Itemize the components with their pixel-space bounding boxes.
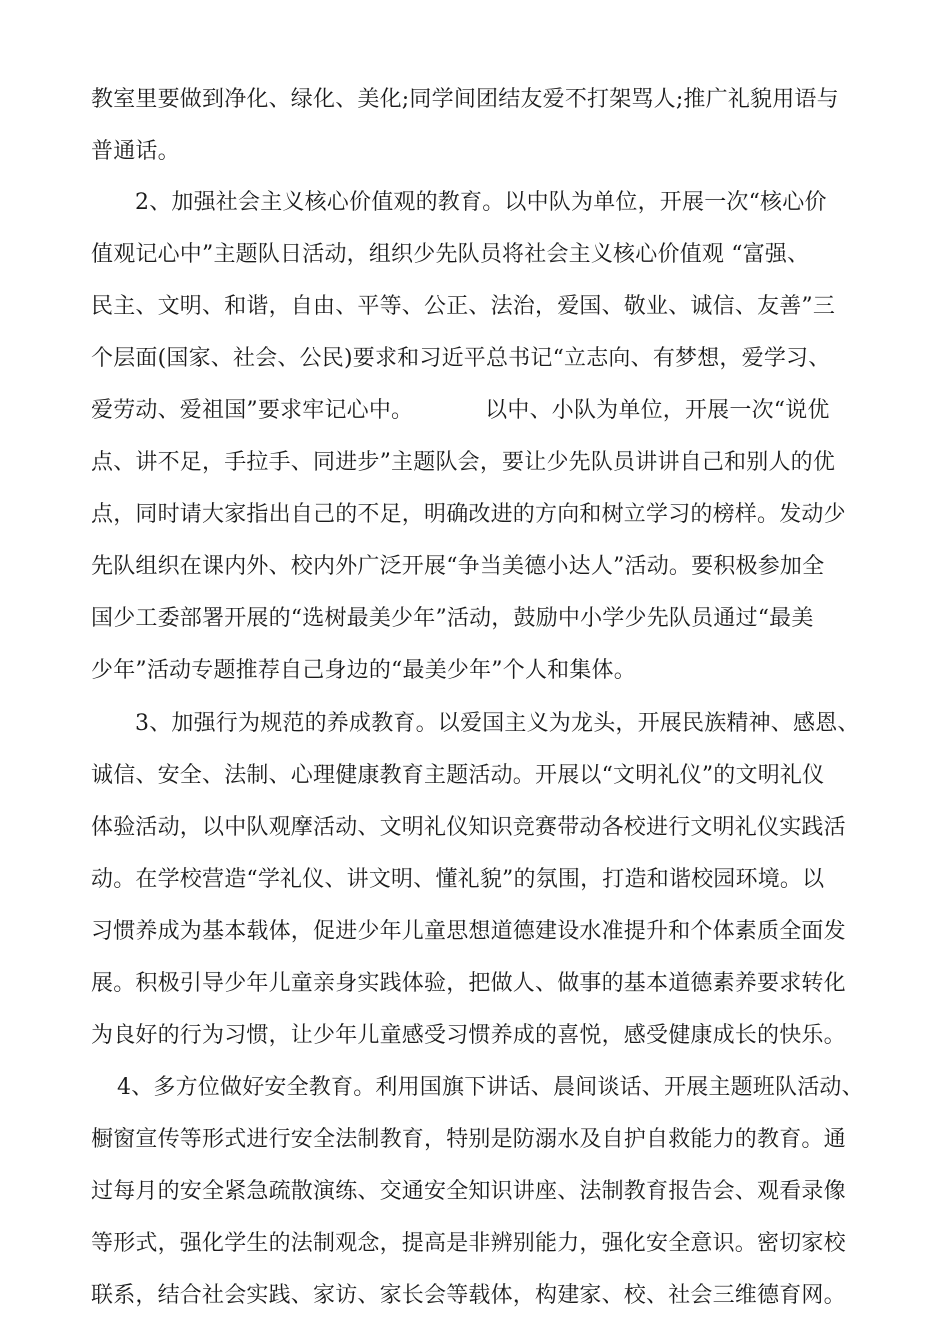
text-line: 点，同时请大家指出自己的不足，明确改进的方向和树立学习的榜样。发动少 (91, 502, 846, 527)
text-line: 值观记心中”主题队日活动，组织少先队员将社会主义核心价值观 “富强、 (91, 242, 810, 267)
text-line: 先队组织在课内外、校内外广泛开展“争当美德小达人”活动。要积极参加全 (91, 554, 825, 579)
text-line: 橱窗宣传等形式进行安全法制教育，特别是防溺水及自护自救能力的教育。通 (91, 1127, 846, 1152)
text-line: 过每月的安全紧急疏散演练、交通安全知识讲座、法制教育报告会、观看录像 (91, 1179, 846, 1204)
text-line: 展。积极引导少年儿童亲身实践体验，把做人、做事的基本道德素养要求转化 (91, 971, 846, 996)
text-line: 国少工委部署开展的“选树最美少年”活动，鼓励中小学少先队员通过“最美 (91, 606, 814, 631)
text-line: 为良好的行为习惯，让少年儿童感受习惯养成的喜悦，感受健康成长的快乐。 (91, 1023, 846, 1048)
text-line: 个层面(国家、社会、公民)要求和习近平总书记“立志向、有梦想，爱学习、 (91, 346, 831, 371)
text-line: 联系，结合社会实践、家访、家长会等载体，构建家、校、社会三维德育网。 (91, 1283, 846, 1308)
text-line: 动。在学校营造“学礼仪、讲文明、懂礼貌”的氛围，打造和谐校园环境。以 (91, 867, 825, 892)
paragraph-3-start: 3、加强行为规范的养成教育。以爱国主义为龙头，开展民族精神、感恩、 (135, 711, 860, 736)
text-line: 普通话。 (91, 139, 180, 164)
text-line: 民主、文明、和谐，自由、平等、公正、法治，爱国、敬业、诚信、友善”三 (91, 294, 836, 319)
text-line: 教室里要做到净化、绿化、美化;同学间团结友爱不打架骂人;推广礼貌用语与 (91, 87, 839, 112)
text-line: 点、讲不足，手拉手、同进步”主题队会，要让少先队员讲讲自己和别人的优 (91, 450, 836, 475)
text-line: 诚信、安全、法制、心理健康教育主题活动。开展以“文明礼仪”的文明礼仪 (91, 763, 825, 788)
paragraph-4-start: 4、多方位做好安全教育。利用国旗下讲话、晨间谈话、开展主题班队活动、 (117, 1075, 864, 1100)
paragraph-2-start: 2、加强社会主义核心价值观的教育。以中队为单位，开展一次“核心价 (135, 190, 827, 215)
text-line: 习惯养成为基本载体，促进少年儿童思想道德建设水准提升和个体素质全面发 (91, 919, 846, 944)
text-line: 等形式，强化学生的法制观念，提高是非辨别能力，强化安全意识。密切家校 (91, 1231, 846, 1256)
text-line: 体验活动，以中队观摩活动、文明礼仪知识竞赛带动各校进行文明礼仪实践活 (91, 815, 846, 840)
text-line: 少年”活动专题推荐自己身边的“最美少年”个人和集体。 (91, 658, 636, 683)
text-line: 爱劳动、爱祖国”要求牢记心中。 以中、小队为单位，开展一次“说优 (91, 398, 830, 423)
